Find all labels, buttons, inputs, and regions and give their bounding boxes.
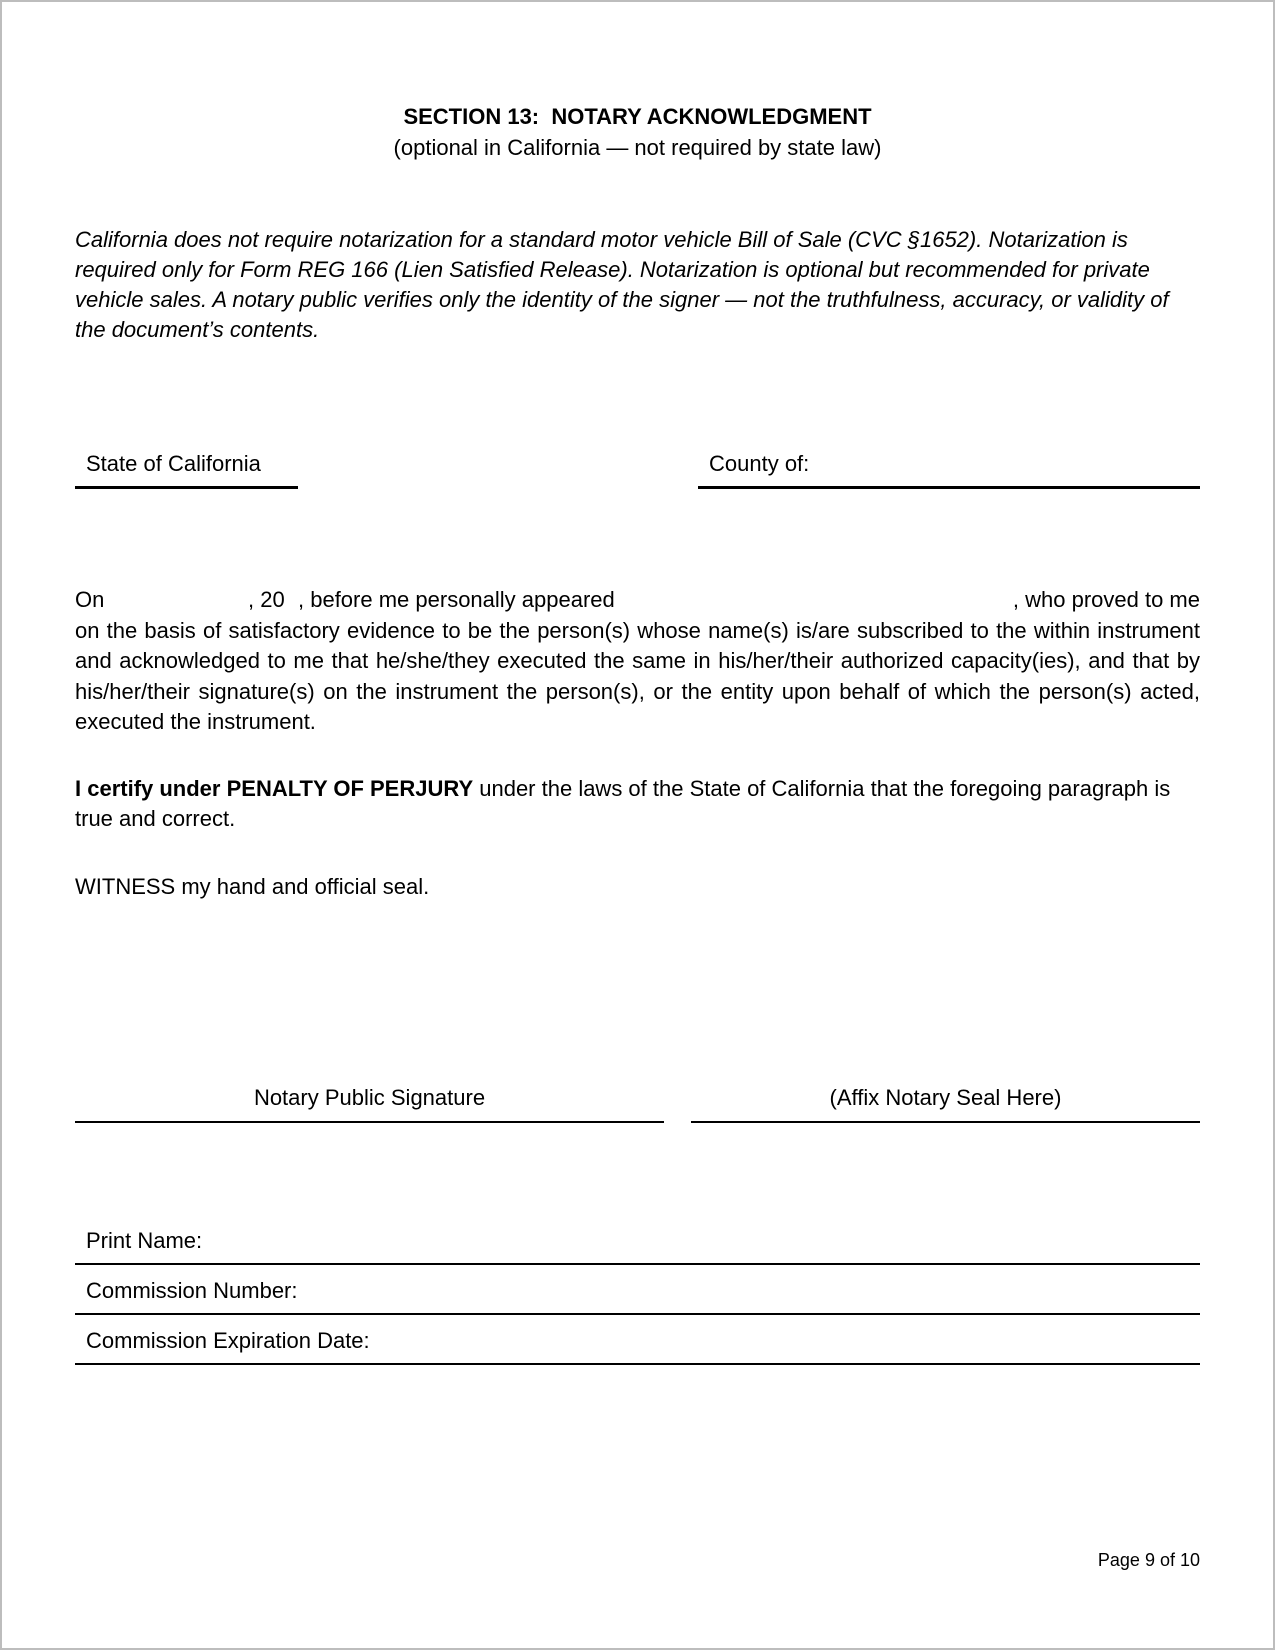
ack-on-text: On bbox=[75, 587, 105, 612]
notary-seal-label: (Affix Notary Seal Here) bbox=[829, 1085, 1062, 1110]
notary-signature-field[interactable] bbox=[75, 1080, 664, 1123]
section-title: SECTION 13: NOTARY ACKNOWLEDGMENT bbox=[403, 104, 872, 129]
notary-signature-label: Notary Public Signature bbox=[253, 1085, 486, 1110]
notary-seal-field[interactable] bbox=[691, 1080, 1200, 1123]
certify-paragraph bbox=[75, 774, 1200, 834]
state-field[interactable] bbox=[75, 445, 298, 489]
acknowledgment-first-line bbox=[75, 585, 1200, 616]
acknowledgment-body: on the basis of satisfactory evidence to be the person(s) whose name(s) is/are subscribed to the within instrument and acknowledged to me that he/she/they executed the same in his/her/their authorized capacity(ies), and that by his/her/their signature(s) on the instrument the person(s), or the entity upon behalf of which the person(s) acted, executed the instrument. bbox=[75, 617, 1200, 734]
section-subtitle: (optional in California — not required by state law) bbox=[393, 135, 882, 160]
page-number: Page 9 of 10 bbox=[1097, 1550, 1200, 1570]
intro-paragraph: California does not require notarization for a standard motor vehicle Bill of Sale (CVC §1652). Notarization is required only for Form REG 166 (Lien Satisfied Release). Notarization is optional but recommended for private vehicle sales. A notary public verifies only the identity of the signer — not the truthfulness, accuracy, or validity of the document’s contents. bbox=[75, 227, 1169, 342]
print-name-label: Print Name: bbox=[86, 1228, 203, 1253]
commission-expiration-field[interactable] bbox=[75, 1318, 1200, 1365]
certify-rest: under the laws of the State of California that the foregoing paragraph is true and correct. bbox=[75, 776, 1171, 831]
state-label: State of California bbox=[86, 451, 261, 476]
commission-number-label: Commission Number: bbox=[86, 1278, 298, 1303]
commission-expiration-label: Commission Expiration Date: bbox=[86, 1328, 370, 1353]
ack-appeared-text: , before me personally appeared bbox=[298, 587, 615, 612]
print-name-field[interactable] bbox=[75, 1218, 1200, 1265]
county-label: County of: bbox=[709, 451, 810, 476]
ack-proved-text: , who proved to me bbox=[1012, 587, 1200, 612]
witness-text: WITNESS my hand and official seal. bbox=[75, 874, 430, 899]
commission-number-field[interactable] bbox=[75, 1268, 1200, 1315]
acknowledgment-paragraph bbox=[75, 585, 1200, 738]
ack-year-text: , 20 bbox=[248, 587, 285, 612]
certify-bold: I certify under PENALTY OF PERJURY bbox=[75, 776, 474, 801]
county-field[interactable] bbox=[698, 445, 1200, 489]
